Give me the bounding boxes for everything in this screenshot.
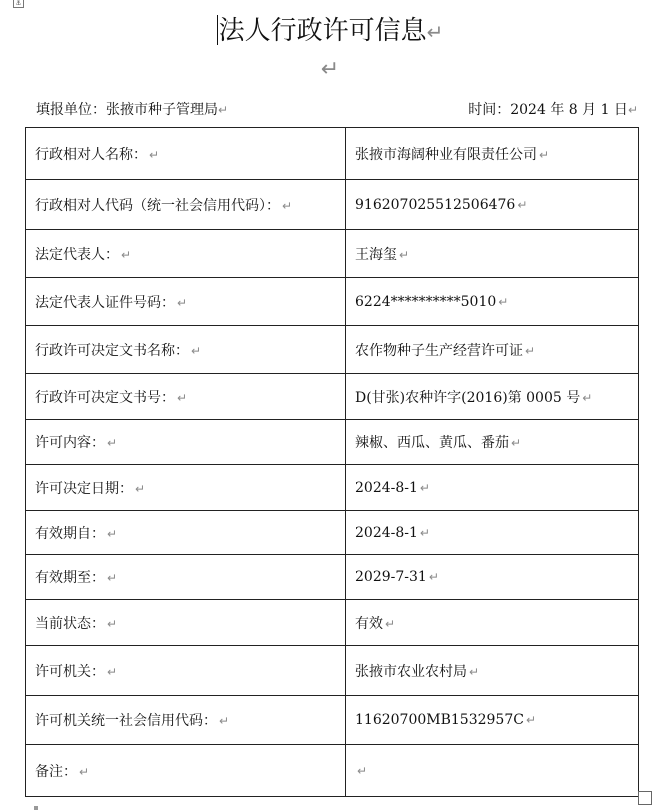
issuer-line[interactable] <box>36 99 228 119</box>
table-row <box>26 696 639 745</box>
field-value-cell[interactable] <box>346 511 639 555</box>
field-value[interactable]: 2029-7-31 <box>355 569 427 585</box>
field-value[interactable]: 916207025512506476 <box>355 196 516 213</box>
cell-mark-icon: ↵ <box>107 436 118 450</box>
table-resize-handle[interactable] <box>638 791 652 805</box>
field-value[interactable]: 2024-8-1 <box>355 479 418 496</box>
cell-mark-icon: ↵ <box>191 343 202 358</box>
table-row <box>26 555 639 600</box>
field-label[interactable]: 行政许可决定文书名称： <box>35 342 189 359</box>
field-value-cell[interactable] <box>346 128 639 180</box>
field-value[interactable]: 王海玺 <box>355 246 397 263</box>
cell-mark-icon: ↵ <box>177 390 188 405</box>
date-text[interactable]: 时间：2024 年 8 月 1 日 <box>468 102 628 118</box>
cell-mark-icon: ↵ <box>525 713 537 727</box>
text-cursor <box>217 15 218 45</box>
paragraph-mark-icon: ↵ <box>426 20 444 44</box>
field-value-cell[interactable] <box>346 745 639 797</box>
page-margin-mark <box>34 806 38 810</box>
field-label-cell[interactable] <box>26 600 346 646</box>
cell-mark-icon: ↵ <box>121 247 132 262</box>
document-title[interactable]: 法人行政许可信息 <box>218 16 427 46</box>
field-label[interactable]: 行政相对人代码（统一社会信用代码）： <box>35 197 280 214</box>
field-label-cell[interactable] <box>26 696 346 745</box>
cell-mark-icon: ↵ <box>149 147 160 162</box>
cell-mark-icon: ↵ <box>107 526 118 541</box>
field-value-cell[interactable] <box>346 230 639 278</box>
table-row <box>26 465 639 511</box>
paragraph-mark-icon: ↵ <box>320 57 340 82</box>
field-label[interactable]: 许可机关： <box>35 663 105 680</box>
empty-paragraph[interactable] <box>0 57 660 82</box>
cell-mark-icon: ↵ <box>357 763 368 778</box>
field-label-cell[interactable] <box>26 128 346 180</box>
table-row <box>26 180 639 230</box>
cell-mark-icon: ↵ <box>419 480 430 495</box>
field-value[interactable]: 张掖市海阔种业有限责任公司 <box>355 146 537 163</box>
issuer-text[interactable]: 填报单位：张掖市种子管理局 <box>36 102 218 118</box>
field-label-cell[interactable] <box>26 278 346 326</box>
document-title-line[interactable] <box>0 10 660 47</box>
anchor-icon: ⚓ <box>13 0 24 8</box>
field-label[interactable]: 备注： <box>35 763 77 780</box>
cell-mark-icon: ↵ <box>79 764 90 779</box>
cell-mark-icon: ↵ <box>582 390 593 405</box>
field-label-cell[interactable] <box>26 374 346 420</box>
cell-mark-icon: ↵ <box>107 616 118 631</box>
field-label-cell[interactable] <box>26 420 346 465</box>
table-row <box>26 278 639 326</box>
field-value-cell[interactable] <box>346 600 639 646</box>
field-value-cell[interactable] <box>346 646 639 696</box>
field-label-cell[interactable] <box>26 230 346 278</box>
field-label[interactable]: 法定代表人： <box>35 246 119 263</box>
table-row <box>26 511 639 555</box>
field-value[interactable]: 2024-8-1 <box>355 524 418 541</box>
cell-mark-icon: ↵ <box>498 294 509 309</box>
cell-mark-icon: ↵ <box>177 295 188 310</box>
field-label[interactable]: 行政相对人名称： <box>35 146 147 163</box>
cell-mark-icon: ↵ <box>107 571 118 585</box>
table-row <box>26 745 639 797</box>
cell-mark-icon: ↵ <box>219 714 230 728</box>
cell-mark-icon: ↵ <box>469 664 480 679</box>
paragraph-mark-icon: ↵ <box>218 103 229 117</box>
cell-mark-icon: ↵ <box>525 343 536 358</box>
paragraph-mark-icon: ↵ <box>627 103 638 117</box>
field-label-cell[interactable] <box>26 465 346 511</box>
table-row <box>26 230 639 278</box>
field-label[interactable]: 有效期至： <box>35 570 105 586</box>
field-label[interactable]: 许可内容： <box>35 435 105 451</box>
table-row <box>26 374 639 420</box>
table-row <box>26 420 639 465</box>
field-value[interactable]: 有效 <box>355 615 383 632</box>
field-value[interactable]: 辣椒、西瓜、黄瓜、番茄 <box>355 435 509 451</box>
cell-mark-icon: ↵ <box>428 570 439 584</box>
field-label-cell[interactable] <box>26 511 346 555</box>
cell-mark-icon: ↵ <box>511 436 522 450</box>
field-label-cell[interactable] <box>26 555 346 600</box>
cell-mark-icon: ↵ <box>419 525 430 540</box>
field-label-cell[interactable] <box>26 745 346 797</box>
license-info-table <box>25 127 639 797</box>
table-row <box>26 646 639 696</box>
field-value-cell[interactable] <box>346 696 639 745</box>
field-value-cell[interactable] <box>346 374 639 420</box>
field-label[interactable]: 许可机关统一社会信用代码： <box>35 713 217 729</box>
cell-mark-icon: ↵ <box>517 197 528 212</box>
field-label[interactable]: 行政许可决定文书号： <box>35 389 175 406</box>
table-row <box>26 128 639 180</box>
table-row <box>26 326 639 374</box>
field-value[interactable]: 张掖市农业农村局 <box>355 663 467 680</box>
field-label[interactable]: 有效期自： <box>35 525 105 542</box>
cell-mark-icon: ↵ <box>282 198 293 213</box>
cell-mark-icon: ↵ <box>135 481 146 496</box>
field-value[interactable]: 11620700MB1532957C <box>355 712 524 728</box>
field-value-cell[interactable] <box>346 555 639 600</box>
cell-mark-icon: ↵ <box>399 247 410 262</box>
date-line[interactable] <box>468 99 638 119</box>
field-value[interactable]: 农作物种子生产经营许可证 <box>355 342 523 359</box>
cell-mark-icon: ↵ <box>107 664 118 679</box>
field-label-cell[interactable] <box>26 326 346 374</box>
field-value[interactable]: D(甘张)农种许字(2016)第 0005 号 <box>355 389 581 406</box>
field-label-cell[interactable] <box>26 646 346 696</box>
cell-mark-icon: ↵ <box>539 147 550 162</box>
cell-mark-icon: ↵ <box>385 616 396 631</box>
field-value-cell[interactable] <box>346 278 639 326</box>
field-value-cell[interactable] <box>346 465 639 511</box>
table-row <box>26 600 639 646</box>
field-label[interactable]: 当前状态： <box>35 615 105 632</box>
field-value[interactable]: 6224**********5010 <box>355 293 497 310</box>
field-value-cell[interactable] <box>346 420 639 465</box>
field-value-cell[interactable] <box>346 326 639 374</box>
field-label[interactable]: 许可决定日期： <box>35 480 133 497</box>
field-value-cell[interactable] <box>346 180 639 230</box>
field-label[interactable]: 法定代表人证件号码： <box>35 294 175 311</box>
field-label-cell[interactable] <box>26 180 346 230</box>
